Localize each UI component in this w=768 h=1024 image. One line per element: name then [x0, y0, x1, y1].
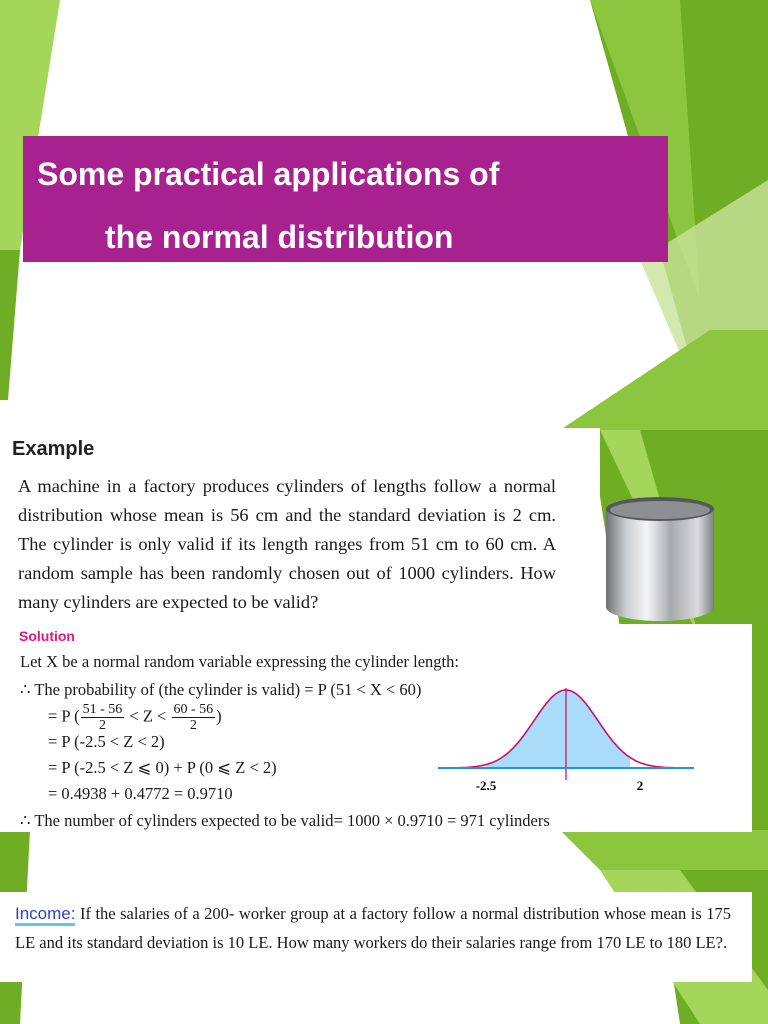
income-panel [0, 892, 752, 982]
income-question: If the salaries of a 200- worker group at a factory follow a normal distribution whose mean is 175 LE and its standard deviation is 10 LE. How many workers do their salaries range from 170 LE to 180 LE?. [15, 904, 731, 952]
title-line-1: Some practical applications of [37, 156, 500, 192]
solution-line-4: = P (-2.5 < Z < 2) [48, 732, 165, 751]
solution-line-1: Let X be a normal random variable expressing the cylinder length: [20, 652, 459, 671]
normal-curve-diagram [438, 684, 694, 796]
solution-line-3-end: ) [216, 706, 222, 726]
fraction-1-denominator: 2 [98, 718, 106, 733]
title-line-2: the normal distribution [105, 219, 454, 255]
fraction-2-numerator: 60 - 56 [173, 702, 214, 717]
solution-line-6: = 0.4938 + 0.4772 = 0.9710 [48, 784, 233, 803]
solution-heading: Solution [19, 628, 75, 644]
fraction-1-numerator: 51 - 56 [82, 702, 123, 717]
income-label: Income: [15, 904, 75, 926]
solution-line-3-start: = P ( [48, 706, 80, 726]
solution-line-5: = P (-2.5 < Z ⩽ 0) + P (0 ⩽ Z < 2) [48, 758, 277, 777]
solution-line-3-mid: < Z < [129, 706, 167, 726]
title-banner [23, 136, 668, 262]
income-text [15, 899, 731, 957]
example-heading: Example [12, 438, 95, 460]
solution-line-2: ∴ The probability of (the cylinder is valid) = P (51 < X < 60) [20, 680, 422, 699]
label-right-bound: 2 [636, 778, 644, 793]
solution-line-3 [48, 702, 222, 733]
fraction-1 [81, 702, 125, 733]
example-panel [0, 428, 600, 628]
shaded-area [486, 690, 630, 768]
metal-cylinder-icon [602, 495, 718, 623]
fraction-2 [172, 702, 216, 733]
solution-line-7: ∴ The number of cylinders expected to be valid= 1000 × 0.9710 = 971 cylinders [20, 811, 550, 830]
label-left-bound: -2.5 [475, 778, 497, 793]
example-text: A machine in a factory produces cylinders of lengths follow a normal distribution whose mean is 56 cm and the standard deviation is 2 cm. The cylinder is only valid if its length ranges from 51 cm to 60 cm. A random sample has been randomly chosen out of 1000 cylinders. How many cylinders are expected to be valid? [18, 476, 556, 612]
fraction-2-denominator: 2 [189, 718, 197, 733]
